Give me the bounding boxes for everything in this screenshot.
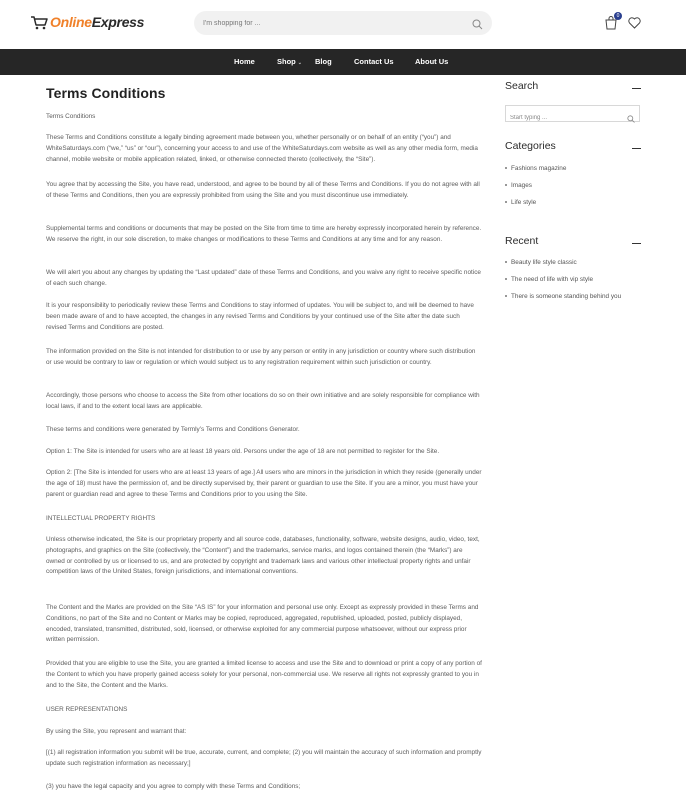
recent-post-link[interactable]: Beauty life style classic (505, 259, 577, 266)
wishlist-heart-icon[interactable] (628, 16, 641, 28)
collapse-minus-icon[interactable] (632, 88, 641, 89)
logo-text: OnlineExpress (50, 14, 145, 30)
recent-post-link[interactable]: There is someone standing behind you (505, 293, 621, 300)
page-title: Terms Conditions (46, 85, 166, 101)
paragraph: These Terms and Conditions constitute a legally binding agreement made between you, whether personally or on behalf of an entity (“you”) and WhiteSaturdays.com (“we,” “us” or “our”), concerning your access to and use of the WhiteSaturdays.com website as well as any other media form, media channel, mobile website or mobile application related, linked, or otherwise connected thereto (collectively, the “Site”). (46, 134, 478, 163)
bullet-icon (505, 201, 507, 203)
sidebar-search-input[interactable] (506, 111, 626, 126)
header-search-input[interactable] (194, 11, 464, 35)
cart-count-badge: 0 (614, 12, 622, 20)
search-icon[interactable] (627, 110, 635, 128)
paragraph: Supplemental terms and conditions or documents that may be posted on the Site from time to time are hereby expressly incorporated herein by reference. We reserve the right, in our sole discretion, to make changes or modifications to these Terms and Conditions at any time and for any reason. (46, 225, 482, 243)
category-link[interactable]: Images (505, 182, 532, 189)
header-search (194, 11, 492, 35)
paragraph: By using the Site, you represent and warrant that: (46, 728, 187, 735)
paragraph: Option 1: The Site is intended for users who are at least 18 years old. Persons under the age of 18 are not permitted to register for the Site. (46, 448, 440, 455)
paragraph: [(1) all registration information you submit will be true, accurate, current, and complete; (2) you will maintain the accuracy of such information and promptly update such registration information as necessary;] (46, 749, 482, 767)
nav-about-us[interactable]: About Us (415, 57, 449, 66)
category-link[interactable]: Fashions magazine (505, 165, 566, 172)
paragraph: The Content and the Marks are provided on the Site “AS IS” for your information and personal use only. Except as expressly provided in these Terms and Conditions, no part of the Site and no Content or Marks may be copied, reproduced, aggregated, republished, uploaded, posted, publicly displayed, encoded, translated, transmitted, distributed, sold, licensed, or otherwise exploited for any commercial purpose whatsoever, without our express prior written permission. (46, 604, 479, 644)
recent-post-link[interactable]: The need of life with vip style (505, 276, 593, 283)
bullet-icon (505, 278, 507, 280)
main-nav (0, 49, 686, 75)
nav-blog[interactable]: Blog (315, 57, 332, 66)
sidebar-search (505, 105, 640, 122)
collapse-minus-icon[interactable] (632, 148, 641, 149)
search-icon[interactable] (472, 17, 483, 35)
bullet-icon (505, 261, 507, 263)
paragraph: We will alert you about any changes by updating the “Last updated” date of these Terms and Conditions, and you waive any right to receive specific notice of each such change. (46, 269, 481, 287)
widget-title-recent: Recent (505, 235, 539, 247)
bullet-icon (505, 295, 507, 297)
paragraph: You agree that by accessing the Site, you have read, understood, and agree to be bound by all of these Terms and Conditions. If you do not agree with all of these Terms and Conditions, then you are expressly prohibited from using the Site and you must discontinue use immediately. (46, 181, 480, 199)
bullet-icon (505, 167, 507, 169)
chevron-down-icon: ⌄ (297, 60, 302, 66)
section-heading: USER REPRESENTATIONS (46, 706, 128, 713)
cart-logo-icon (30, 14, 48, 30)
main-content (46, 85, 482, 790)
paragraph: (3) you have the legal capacity and you agree to comply with these Terms and Conditions; (46, 783, 301, 790)
nav-home[interactable]: Home (234, 57, 255, 66)
paragraph: It is your responsibility to periodically review these Terms and Conditions to stay informed of updates. You will be subject to, and will be deemed to have been made aware of and to have accepted, the changes in any revised Terms and Conditions by your continued use of the Site after the date such revised Terms and Conditions are posted. (46, 302, 474, 331)
paragraph: Accordingly, those persons who choose to access the Site from other locations do so on their own initiative and are solely responsible for compliance with local laws, if and to the extent local laws are applicable. (46, 392, 480, 410)
site-header (0, 0, 686, 49)
widget-title-categories: Categories (505, 140, 556, 152)
paragraph: Provided that you are eligible to use the Site, you are granted a limited license to access and use the Site and to download or print a copy of any portion of the Content to which you have properly gained access solely for your personal, non-commercial use. We reserve all rights not expressly granted to you in and to the Site, the Content and the Marks. (46, 660, 482, 689)
paragraph: These terms and conditions were generated by Termly’s Terms and Conditions Generator. (46, 426, 300, 433)
paragraph: The information provided on the Site is not intended for distribution to or use by any person or entity in any jurisdiction or country where such distribution or use would be contrary to law or regulation or which would subject us to any registration requirement within such jurisdiction or country. (46, 348, 476, 366)
paragraph: Terms Conditions (46, 113, 96, 120)
paragraph: Option 2: [The Site is intended for users who are at least 13 years of age.] All users who are minors in the jurisdiction in which they reside (generally under the age of 18) must have the permission of, and be directly supervised by, their parent or guardian to use the Site. If you are a minor, you must have your parent or guardian read and agree to these Terms and Conditions prior to you using the Site. (46, 469, 482, 498)
category-link[interactable]: Life style (505, 199, 536, 206)
widget-title-search: Search (505, 80, 539, 92)
paragraph: Unless otherwise indicated, the Site is our proprietary property and all source code, databases, functionality, software, website designs, audio, video, text, photographs, and graphics on the Site (collectively, the “Content”) and the trademarks, service marks, and logos contained therein (the “Marks”) are owned or controlled by us or licensed to us, and are protected by copyright and trademark laws and various other intellectual property rights and unfair competition laws of the United States, foreign jurisdictions, and international conventions. (46, 536, 480, 576)
section-heading: INTELLECTUAL PROPERTY RIGHTS (46, 515, 156, 522)
nav-contact-us[interactable]: Contact Us (354, 57, 394, 66)
nav-shop[interactable]: Shop ⌄ (277, 57, 302, 66)
collapse-minus-icon[interactable] (632, 243, 641, 244)
site-logo[interactable] (30, 14, 144, 30)
bullet-icon (505, 184, 507, 186)
